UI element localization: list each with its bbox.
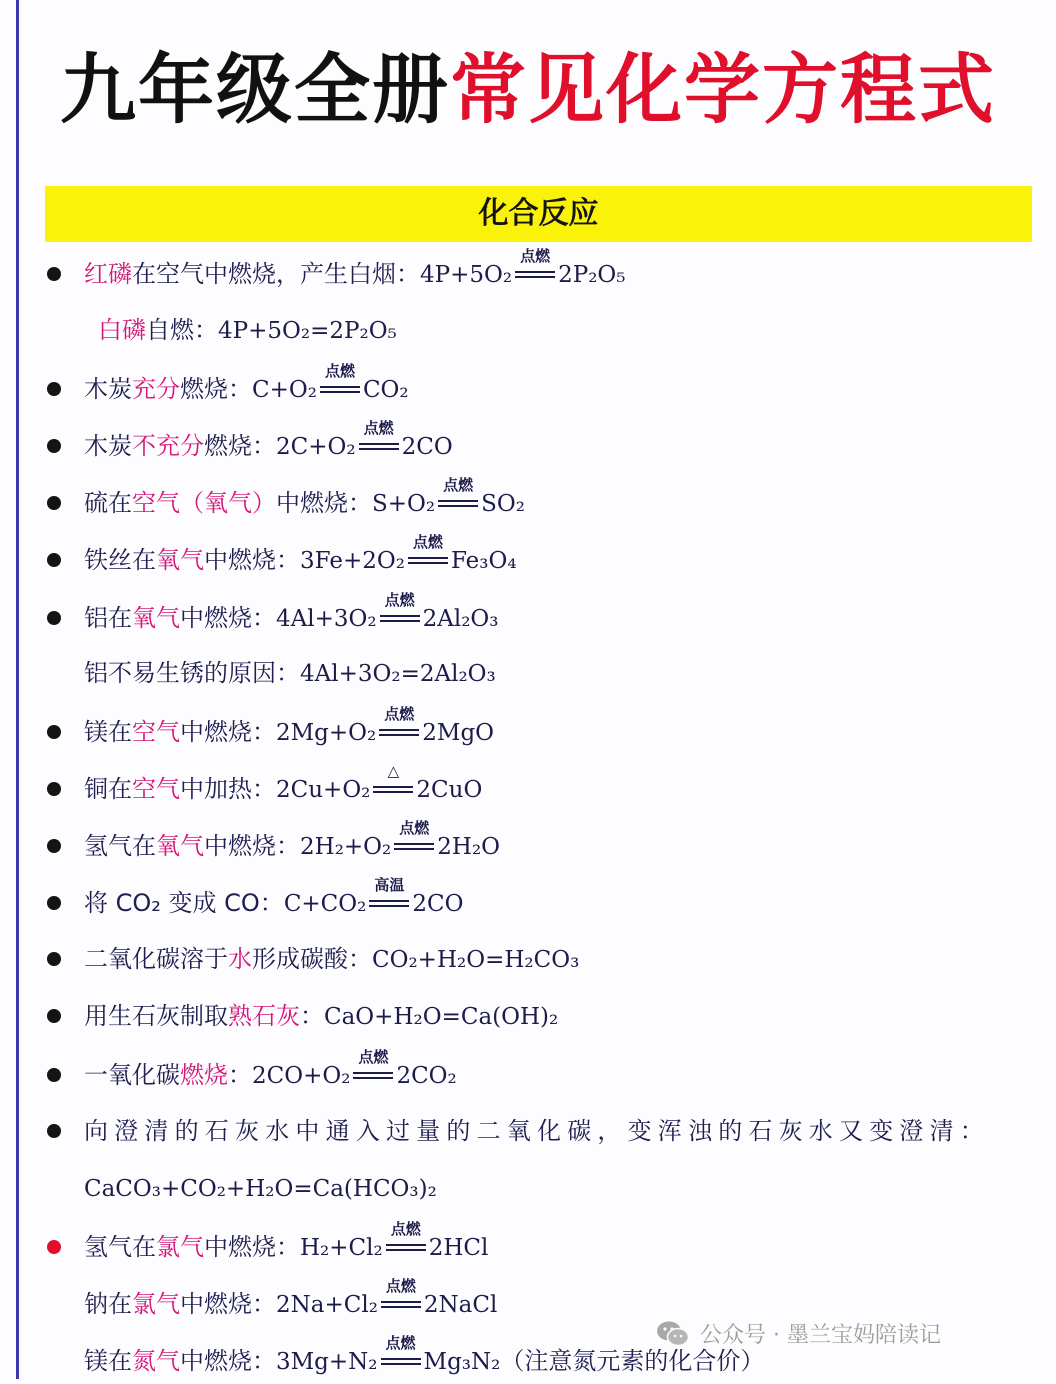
left-border-rule: [16, 0, 19, 1379]
row-note: （注意氮元素的化合价）: [500, 1347, 765, 1375]
equation-lhs: H₂+Cl₂: [300, 1235, 383, 1261]
bullet: [47, 1009, 61, 1023]
bullet: [47, 782, 61, 796]
highlight-text: 白磷: [98, 316, 146, 344]
equation-rhs: 2MgO: [422, 720, 495, 746]
bullet: [47, 382, 61, 396]
highlight-text: 熟石灰: [228, 1002, 300, 1030]
watermark-text: 公众号 · 墨兰宝妈陪读记: [700, 1323, 941, 1348]
equation-row: 镁在氮气中燃烧：3Mg+N₂ 点燃 Mg₃N₂（注意氮元素的化合价）: [84, 1334, 765, 1375]
equation-lhs: 3Fe+2O₂: [300, 548, 405, 574]
equation-row: 一氧化碳燃烧：2CO+O₂ 点燃 2CO₂: [84, 1048, 457, 1089]
bullet: [47, 267, 61, 281]
equation-row: [84, 1166, 437, 1210]
equation: CO₂+H₂O=H₂CO₃: [372, 947, 580, 973]
equation-row: [84, 651, 496, 695]
equation-row: 木炭不充分燃烧：2C+O₂ 点燃 2CO: [84, 419, 453, 460]
bullet: [47, 839, 61, 853]
equation-row: 钠在氯气中燃烧：2Na+Cl₂ 点燃 2NaCl: [84, 1277, 498, 1318]
equation-row: 木炭充分燃烧：C+O₂ 点燃 CO₂: [84, 362, 409, 403]
equation-row: [84, 876, 464, 925]
bullet: [47, 553, 61, 567]
equation-rhs: Mg₃N₂: [423, 1349, 501, 1375]
equation-rhs: 2P₂O₅: [558, 262, 626, 288]
reaction-condition: 点燃: [318, 369, 362, 399]
watermark: [656, 1316, 941, 1356]
highlight-text: 充分: [132, 375, 180, 403]
row-text: 向澄清的石灰水中通入过量的二氧化碳，变浑浊的石灰水又变澄清：: [84, 1117, 990, 1145]
page-title: [0, 42, 1056, 138]
reaction-condition: 点燃: [513, 254, 557, 284]
wechat-icon: [656, 1320, 690, 1348]
equation-rhs: 2Al₂O₃: [422, 606, 499, 632]
equation-rhs: 2CO: [401, 434, 453, 460]
equation-lhs: 2C+O₂: [276, 434, 356, 460]
reaction-condition: 点燃: [392, 826, 436, 856]
equation-lhs: S+O₂: [372, 491, 436, 517]
equation-lhs: C+CO₂: [283, 891, 367, 917]
highlight-text: 氧气: [156, 546, 204, 574]
bullet: [47, 1068, 61, 1082]
reaction-condition: 点燃: [379, 1284, 423, 1314]
reaction-condition: 点燃: [436, 483, 480, 513]
highlight-text: 氯气: [156, 1233, 204, 1261]
equation-row: 用生石灰制取熟石灰：CaO+H₂O=Ca(OH)₂: [84, 1002, 559, 1030]
highlight-text: 空气: [132, 775, 180, 803]
equation-row: 铝在氧气中燃烧：4Al+3O₂ 点燃 2Al₂O₃: [84, 591, 499, 632]
equation-rhs: 2HCl: [428, 1235, 489, 1261]
highlight-text: 水: [228, 945, 252, 973]
equation-rhs: Fe₃O₄: [450, 548, 517, 574]
equation-rhs: 2H₂O: [437, 834, 501, 860]
highlight-text: 燃烧: [180, 1061, 228, 1089]
bullet: [47, 439, 61, 453]
bullet: [47, 896, 61, 910]
reaction-condition: 点燃: [378, 598, 422, 628]
equation-lhs: 2CO+O₂: [252, 1063, 351, 1089]
equation: CaO+H₂O=Ca(OH)₂: [324, 1004, 559, 1030]
reaction-condition: 点燃: [384, 1227, 428, 1257]
equation-lhs: 3Mg+N₂: [276, 1349, 378, 1375]
equation-row: [84, 247, 626, 296]
equation-lhs: 2Mg+O₂: [276, 720, 377, 746]
bullet: [47, 1124, 61, 1138]
row-text: 将 CO₂ 变成 CO：: [84, 889, 284, 917]
highlight-text: 氧气: [156, 832, 204, 860]
equation-rhs: CO₂: [362, 377, 409, 403]
equation-rhs: 2CO: [412, 891, 464, 917]
reaction-condition: 点燃: [357, 426, 401, 456]
section-banner: 化合反应: [45, 186, 1032, 242]
highlight-text: 氧气: [132, 604, 180, 632]
equation-row: [98, 308, 397, 352]
equation-row: 铁丝在氧气中燃烧：3Fe+2O₂ 点燃 Fe₃O₄: [84, 533, 517, 574]
reaction-condition: 点燃: [406, 540, 450, 570]
equation-lhs: 2H₂+O₂: [300, 834, 392, 860]
equation-lhs: 2Cu+O₂: [276, 777, 371, 803]
highlight-text: 空气: [132, 718, 180, 746]
equation-rhs: 2NaCl: [423, 1292, 498, 1318]
row-text: 在空气中燃烧，产生白烟：: [132, 260, 420, 288]
equation-rhs: SO₂: [481, 491, 525, 517]
equation-lhs: C+O₂: [252, 377, 317, 403]
equation-row: 氢气在氧气中燃烧：2H₂+O₂ 点燃 2H₂O: [84, 819, 501, 860]
reaction-condition: 点燃: [379, 1341, 423, 1371]
bullet: [47, 952, 61, 966]
equation-row: 二氧化碳溶于水形成碳酸：CO₂+H₂O=H₂CO₃: [84, 945, 580, 973]
bullet: [47, 496, 61, 510]
bullet: [47, 725, 61, 739]
equation: 4Al+3O₂=2Al₂O₃: [300, 661, 496, 687]
reaction-condition: 点燃: [377, 712, 421, 742]
highlight-text: 不充分: [132, 432, 204, 460]
reaction-condition: 点燃: [351, 1055, 395, 1085]
equation-lhs: 2Na+Cl₂: [276, 1292, 378, 1318]
equation-lhs: 4P+5O₂: [420, 262, 513, 288]
row-text: 自燃：: [146, 316, 218, 344]
reaction-condition: 高温: [367, 883, 411, 913]
equation-row: 氢气在氯气中燃烧：H₂+Cl₂ 点燃 2HCl: [84, 1220, 489, 1261]
equation: CaCO₃+CO₂+H₂O=Ca(HCO₃)₂: [84, 1176, 437, 1202]
row-text: 铝不易生锈的原因：: [84, 659, 300, 687]
highlight-text: 空气（氧气）: [132, 489, 276, 517]
highlight-text: 氯气: [132, 1290, 180, 1318]
equation-rhs: 2CO₂: [396, 1063, 457, 1089]
equation: 4P+5O₂=2P₂O₅: [218, 318, 397, 344]
bullet: [47, 1240, 61, 1254]
equation-rhs: 2CuO: [416, 777, 483, 803]
equation-row: 硫在空气（氧气）中燃烧：S+O₂ 点燃 SO₂: [84, 476, 525, 517]
title-red-part: 常见化学方程式: [450, 45, 996, 134]
bullet: [47, 611, 61, 625]
equation-row: 铜在空气中加热：2Cu+O₂ △ 2CuO: [84, 762, 483, 803]
equation-row: 镁在空气中燃烧：2Mg+O₂ 点燃 2MgO: [84, 705, 495, 746]
equation-lhs: 4Al+3O₂: [276, 606, 377, 632]
title-black-part: 九年级全册: [60, 45, 450, 134]
equation-row: [84, 1109, 990, 1153]
highlight-text: 氮气: [132, 1347, 180, 1375]
reaction-condition: △: [371, 769, 415, 799]
highlight-text: 红磷: [84, 260, 132, 288]
